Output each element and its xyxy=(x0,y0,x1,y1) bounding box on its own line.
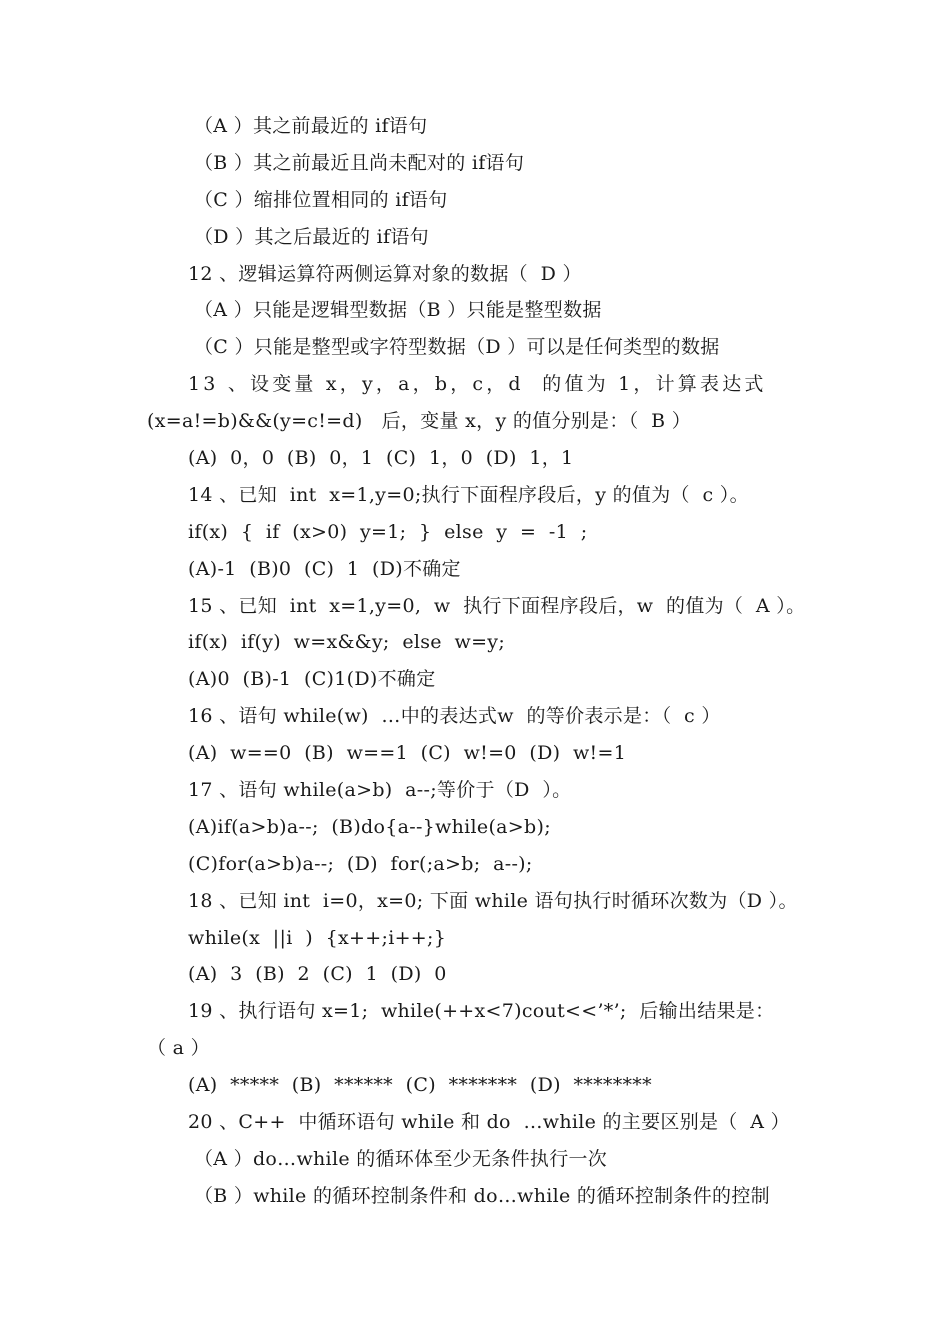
answer-line: （ a ） xyxy=(147,1037,210,1060)
option-line: (A) ***** (B) ****** (C) ******* (D) ******** xyxy=(188,1074,652,1097)
option-line: (A) 3 (B) 2 (C) 1 (D) 0 xyxy=(188,963,447,986)
code-line: if(x) { if (x>0) y=1; } else y = -1 ; xyxy=(188,520,588,543)
question-line: 16 、语句 while(w) …中的表达式w 的等价表示是：（ c ） xyxy=(188,705,721,728)
code-line: while(x ||i ) {x++;i++;} xyxy=(188,926,447,949)
option-line: (A)-1 (B)0 (C) 1 (D)不确定 xyxy=(188,557,461,580)
document-page xyxy=(0,108,950,1215)
option-line: (A)if(a>b)a--; (B)do{a--}while(a>b); xyxy=(188,815,551,838)
question-line: 15 、已知 int x=1,y=0, w 执行下面程序段后，w 的值为（ A ）。 xyxy=(188,594,806,617)
option-line: (A)0 (B)-1 (C)1(D)不确定 xyxy=(188,668,436,691)
question-line: 14 、已知 int x=1,y=0;执行下面程序段后，y 的值为（ c ）。 xyxy=(188,483,749,506)
option-line: （A ）其之前最近的 if语句 xyxy=(194,115,428,137)
option-line: (C)for(a>b)a--; (D) for(;a>b; a--); xyxy=(188,852,533,875)
question-line: 19 、执行语句 x=1; while(++x<7)cout<<’*’; 后输出结果是： xyxy=(188,1000,775,1023)
option-line: （A ）只能是逻辑型数据（B ）只能是整型数据 xyxy=(194,299,602,322)
option-line: （A ）do…while 的循环体至少无条件执行一次 xyxy=(194,1147,608,1170)
question-line: 12 、逻辑运算符两侧运算对象的数据（ D ） xyxy=(188,262,582,285)
question-line: 13 、设变量 x，y，a，b，c，d 的值为 1，计算表达式 xyxy=(188,373,767,396)
option-line: （C ）缩排位置相同的 if语句 xyxy=(194,188,448,211)
question-continuation-line: (x=a!=b)&&(y=c!=d) 后，变量 x，y 的值分别是：（ B ） xyxy=(147,410,691,433)
option-line: （B ）其之前最近且尚未配对的 if语句 xyxy=(194,151,525,174)
question-line: 18 、已知 int i=0，x=0; 下面 while 语句执行时循环次数为（D ）。 xyxy=(188,889,798,912)
question-line: 20 、C++ 中循环语句 while 和 do …while 的主要区别是（ A ） xyxy=(188,1111,790,1134)
code-line: if(x) if(y) w=x&&y; else w=y; xyxy=(188,631,506,654)
option-line: （B ）while 的循环控制条件和 do…while 的循环控制条件的控制 xyxy=(194,1184,770,1207)
option-line: (A) 0，0 (B) 0，1 (C) 1，0 (D) 1，1 xyxy=(188,447,574,470)
option-line: （C ）只能是整型或字符型数据（D ）可以是任何类型的数据 xyxy=(194,336,720,359)
question-line: 17 、语句 while(a>b) a--;等价于（D ）。 xyxy=(188,779,572,802)
option-line: （D ）其之后最近的 if语句 xyxy=(194,225,429,248)
option-line: (A) w==0 (B) w==1 (C) w!=0 (D) w!=1 xyxy=(188,742,627,765)
